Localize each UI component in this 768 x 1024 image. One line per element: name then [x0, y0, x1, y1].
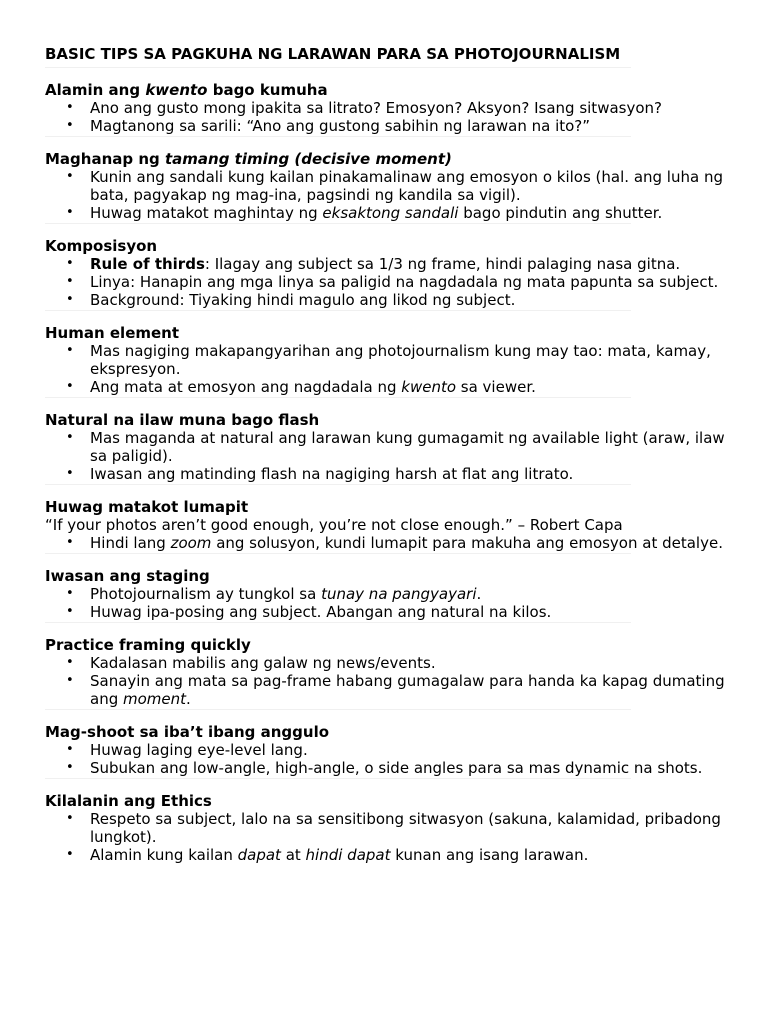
heading-emphasis: kwento	[145, 81, 208, 99]
list-item	[45, 378, 735, 396]
section-heading: Human element	[45, 324, 180, 342]
list-item	[45, 342, 735, 378]
item-emphasis: dapat	[237, 846, 281, 864]
item-text: Respeto sa subject, lalo na sa sensitibong sitwasyon (sakuna, kalamidad, pribadong lungkot).	[90, 810, 721, 846]
item-text: bago pindutin ang shutter.	[458, 204, 663, 222]
document-page	[45, 44, 735, 865]
list-item	[45, 255, 735, 273]
item-bold: Rule of thirds	[90, 255, 205, 273]
list-item	[45, 759, 735, 777]
bullet-icon: •	[66, 100, 74, 115]
list-item	[45, 603, 735, 621]
section-heading: Natural na ilaw muna bago flash	[45, 411, 320, 429]
bullet-list	[45, 255, 735, 309]
heading-emphasis: tamang timing (decisive moment)	[165, 150, 452, 168]
section	[45, 237, 719, 311]
section	[45, 411, 725, 485]
list-item	[45, 465, 735, 483]
list-item	[45, 273, 735, 291]
bullet-icon: •	[66, 343, 74, 358]
item-text: Kunin ang sandali kung kailan pinakamalinaw ang emosyon o kilos (hal. ang luha ng bata, pagyakap ng mag-ina, pagsindi ng kandila sa vigil).	[90, 168, 723, 204]
item-emphasis: moment	[123, 690, 187, 708]
item-text: Huwag matakot maghintay ng	[90, 204, 323, 222]
bullet-icon: •	[66, 811, 74, 826]
item-text: Mas nagiging makapangyarihan ang photojournalism kung may tao: mata, kamay, ekspresyon.	[90, 342, 711, 378]
bullet-icon: •	[66, 379, 74, 394]
list-item	[45, 204, 735, 222]
bullet-icon: •	[66, 604, 74, 619]
bullet-list	[45, 168, 735, 222]
bullet-icon: •	[66, 292, 74, 307]
document-title: BASIC TIPS SA PAGKUHA NG LARAWAN PARA SA PHOTOJOURNALISM	[45, 44, 631, 68]
section	[45, 792, 721, 865]
item-text: Subukan ang low-angle, high-angle, o side angles para sa mas dynamic na shots.	[90, 759, 703, 777]
list-item	[45, 741, 735, 759]
item-text: : Ilagay ang subject sa 1/3 ng frame, hindi palaging nasa gitna.	[204, 255, 681, 273]
item-text: Iwasan ang matinding flash na nagiging harsh at flat ang litrato.	[90, 465, 574, 483]
bullet-icon: •	[66, 655, 74, 670]
heading-text: bago kumuha	[207, 81, 328, 99]
item-emphasis: tunay na pangyayari	[321, 585, 477, 603]
section	[45, 324, 711, 398]
sections-container	[45, 81, 735, 865]
item-text: Photojournalism ay tungkol sa	[90, 585, 322, 603]
item-text: Linya: Hanapin ang mga linya sa paligid na nagdadala ng mata papunta sa subject.	[90, 273, 719, 291]
section	[45, 567, 631, 623]
bullet-icon: •	[66, 118, 74, 133]
bullet-icon: •	[66, 430, 74, 445]
item-text: at	[280, 846, 306, 864]
list-item	[45, 654, 735, 672]
list-item	[45, 810, 735, 846]
bullet-icon: •	[66, 256, 74, 271]
bullet-icon: •	[66, 205, 74, 220]
list-item	[45, 117, 735, 135]
section-heading	[45, 81, 631, 99]
bullet-icon: •	[66, 673, 74, 688]
bullet-list	[45, 741, 735, 777]
list-item	[45, 429, 735, 465]
item-text: Hindi lang	[90, 534, 171, 552]
item-text: ang solusyon, kundi lumapit para makuha ang emosyon at detalye.	[211, 534, 723, 552]
list-item	[45, 168, 735, 204]
list-item	[45, 99, 735, 117]
bullet-icon: •	[66, 535, 74, 550]
bullet-list	[45, 810, 735, 864]
list-item	[45, 534, 735, 552]
item-emphasis: hindi dapat	[305, 846, 391, 864]
bullet-icon: •	[66, 742, 74, 757]
section-heading: Mag-shoot sa iba’t ibang anggulo	[45, 723, 330, 741]
section-quote: “If your photos aren’t good enough, you’re not close enough.” – Robert Capa	[45, 516, 623, 534]
item-text: Mas maganda at natural ang larawan kung gumagamit ng available light (araw, ilaw sa paligid).	[90, 429, 725, 465]
item-text: Magtanong sa sarili: “Ano ang gustong sabihin ng larawan na ito?”	[90, 117, 591, 135]
list-item	[45, 846, 735, 864]
item-text: Sanayin ang mata sa pag-frame habang gumagalaw para handa ka kapag dumating ang	[90, 672, 725, 708]
item-text: Huwag laging eye-level lang.	[90, 741, 308, 759]
bullet-icon: •	[66, 847, 74, 862]
section-heading: Iwasan ang staging	[45, 567, 210, 585]
section-heading: Komposisyon	[45, 237, 158, 255]
section	[45, 498, 723, 554]
heading-text: Alamin ang	[45, 81, 146, 99]
item-text: Kadalasan mabilis ang galaw ng news/events.	[90, 654, 436, 672]
item-emphasis: eksaktong sandali	[322, 204, 459, 222]
list-item	[45, 585, 735, 603]
list-item	[45, 291, 735, 309]
bullet-icon: •	[66, 274, 74, 289]
item-text: Huwag ipa-posing ang subject. Abangan ang natural na kilos.	[90, 603, 552, 621]
section-heading: Practice framing quickly	[45, 636, 251, 654]
bullet-list	[45, 99, 735, 135]
bullet-icon: •	[66, 466, 74, 481]
item-text: Ang mata at emosyon ang nagdadala ng	[90, 378, 402, 396]
item-emphasis: kwento	[401, 378, 457, 396]
bullet-icon: •	[66, 586, 74, 601]
item-text: Background: Tiyaking hindi magulo ang likod ng subject.	[90, 291, 516, 309]
bullet-list	[45, 342, 735, 396]
bullet-list	[45, 429, 735, 483]
bullet-list	[45, 585, 735, 621]
section-heading: Huwag matakot lumapit	[45, 498, 249, 516]
heading-text: Maghanap ng	[45, 150, 165, 168]
list-item	[45, 672, 735, 708]
bullet-icon: •	[66, 169, 74, 184]
section	[45, 150, 723, 224]
section	[45, 636, 725, 710]
section	[45, 723, 703, 779]
bullet-icon: •	[66, 760, 74, 775]
item-text: Ano ang gusto mong ipakita sa litrato? Emosyon? Aksyon? Isang sitwasyon?	[90, 99, 662, 117]
item-text: .	[476, 585, 482, 603]
item-text: kunan ang isang larawan.	[390, 846, 589, 864]
item-text: sa viewer.	[456, 378, 536, 396]
section-heading: Kilalanin ang Ethics	[45, 792, 212, 810]
item-text: Alamin kung kailan	[90, 846, 238, 864]
section	[45, 81, 662, 137]
item-emphasis: zoom	[170, 534, 212, 552]
bullet-list	[45, 654, 735, 708]
item-text: .	[186, 690, 191, 708]
section-heading	[45, 150, 631, 168]
bullet-list	[45, 534, 735, 552]
